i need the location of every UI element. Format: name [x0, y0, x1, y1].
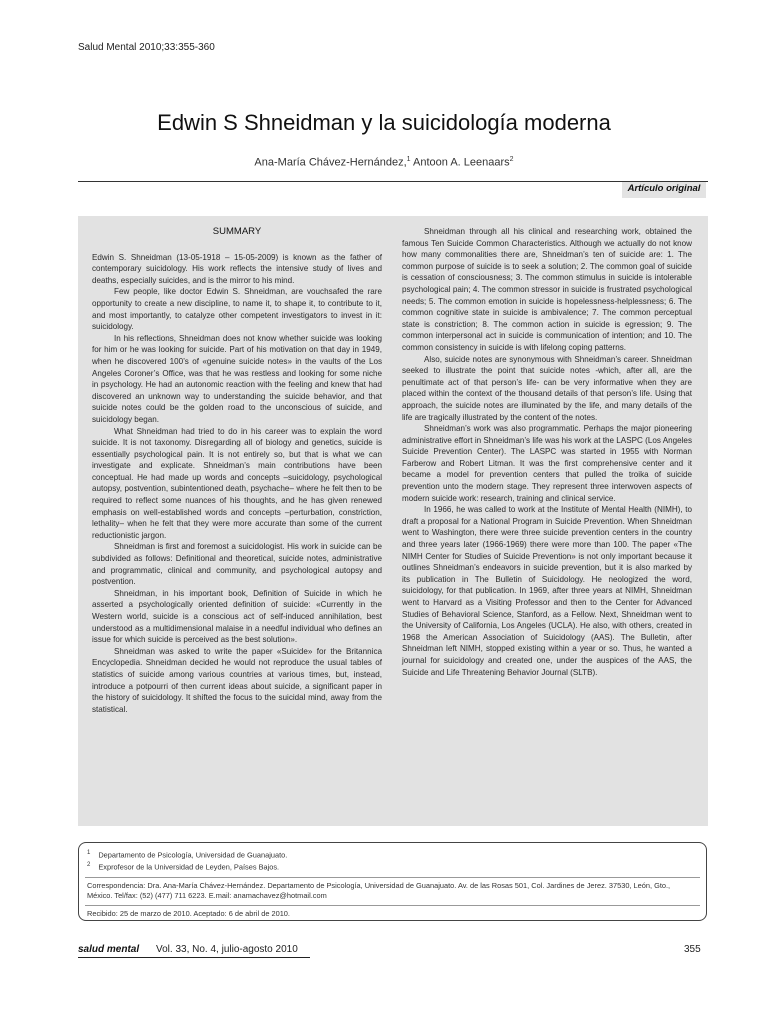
author-2-affiliation-mark: 2: [509, 156, 514, 163]
summary-paragraph: In 1966, he was called to work at the Institute of Mental Health (NIMH), to draft a proposal for a National Program in Suicide Prevention. When Shneidman went to Washington, there were three suicide prevention centers in the country and three years later (1966-1969) there were more than 100. The paper «The NIMH Center for Studies of Suicide Prevention» is not only important because it outlines Shneidman’s endeavors in suicide prevention, but it is also marked by its publication in The Bulletin of Suicidology. He neologized the word, suicidology, for that publication. In 1969, after three years at NIMH, Shneidman went to Harvard as a Visiting Professor and then to the Center for Advanced Studies of Behavioral Science, Stanford, as a Fellow. Next, Shneidman went to the University of California, Los Angeles (UCLA). He also, with others, created in 1968 the American Association of Suicidology (AAS). The Bulletin, after Shneidman left NIMH, stopped existing within a year or so. Thus, he wanted a journal for suicidology and created one, under the auspices of the AAS, the Suicide and Life Threatening Behavior Journal (SLTB).: [402, 505, 692, 677]
journal-logo: salud mental: [78, 944, 140, 955]
summary-paragraph: Few people, like doctor Edwin S. Shneidman, are vouchsafed the rare opportunity to create a new discipline, to name it, to shape it, to contribute to it, and most importantly, to catalyze other competent investigators to invest in it: suicidology.: [92, 287, 382, 332]
author-1-affiliation-mark: 1: [406, 156, 411, 163]
article-title: Edwin S Shneidman y la suicidología moderna: [157, 110, 611, 135]
journal-reference: Salud Mental 2010;33:355-360: [78, 42, 215, 53]
summary-paragraph: Shneidman was asked to write the paper «Suicide» for the Britannica Encyclopedia. Shneidman decided he would not reproduce the usual tables of statistics of suicide among various countries at various times, but, instead, introduce a potpourri of then current ideas about suicide, a significant paper in the history of suicidology. It shifted the focus to the suicidal mind, away from the statistical.: [92, 646, 382, 714]
page-number: 355: [684, 944, 701, 955]
summary-paragraph: Shneidman through all his clinical and researching work, obtained the famous Ten Suicide Common Characteristics. Although we actually do not know how many commonalities there are, Shneidman’s ten of suicide are: 1. The common purpose of suicide is to seek a solution; 2. The common goal of suicide is cessation of consciousness; 3. The common stimulus in suicide is intolerable psychological pain; 4. The common stressor in suicide is frustrated psychological needs; 5. The common emotion in suicide is hopelessness-helplessness; 6. The common cognitive state in suicide is ambivalence; 7. The common perceptual state is constriction; 8. The common action in suicide is egression; 9. The common interpersonal act in suicide is communication of intention; and 10. The common consistency in suicide is with lifelong coping patterns.: [402, 227, 692, 352]
summary-paragraph: Shneidman, in his important book, Definition of Suicide in which he asserted a psychologically oriented definition of suicide: «Currently in the Western world, suicide is a conscious act of self-induced annihilation, best understood as a multidimensional malaise in a needful individual who defines an issue for which suicide is perceived as the best solution».: [92, 588, 382, 645]
summary-heading: SUMMARY: [212, 226, 262, 237]
authors-line: [0, 156, 768, 169]
affiliation-1: [87, 848, 696, 860]
summary-box: [78, 216, 708, 826]
article-type-label: Artículo original: [622, 182, 706, 198]
footnote-divider: [85, 905, 700, 906]
summary-paragraph: Edwin S. Shneidman (13-05-1918 – 15-05-2009) is known as the father of contemporary suicidology. His work reflects the intensive study of lives and deaths, especially suicides, and is the mirror to his mind.: [92, 252, 382, 285]
affiliation-2-mark: 2: [87, 862, 91, 869]
title-divider: [78, 181, 708, 182]
affiliation-2: [87, 860, 696, 872]
author-1: Ana-María Chávez-Hernández,: [254, 156, 407, 169]
affiliation-2-text: Exprofesor de la Universidad de Leyden, Países Bajos.: [98, 862, 280, 872]
correspondence: Correspondencia: Dra. Ana-María Chávez-Hernández. Departamento de Psicología, Universidad de Guanajuato. Av. de las Rosas 501, Col. Jardines de Jerez. 37530, León, Gto., México. Tel/fax: (52) (477) 711 6223. E.mail: anamachavez@hotmail.com: [87, 880, 671, 900]
summary-paragraph: Shneidman’s work was also programmatic. Perhaps the major pioneering administrative effort in Shneidman’s life was his work at the LASPC (Los Angeles Suicide Prevention Center). The LASPC was started in 1955 with Norman Farberow and Robert Litman. It was the first comprehensive center and it became a model for prevention centers that pulled the troika of suicide prevention unto the modern stage. They represent three interwoven aspects of modern suicide work: research, training and clinical service.: [402, 424, 692, 503]
footnote-divider: [85, 877, 700, 878]
summary-paragraph: Also, suicide notes are synonymous with Shneidman’s career. Shneidman seeked to illustrate the point that suicide notes -which, after all, are the penultimate act of that person’s life- can be very informative when they are placed within the context of the thousand details of that person’s life. Using that approach, the suicide notes are illuminated by the life, and many details of the life are tragically illustrated by the content of the notes.: [402, 354, 692, 422]
footer-divider: [78, 957, 310, 958]
issue-info: Vol. 33, No. 4, julio-agosto 2010: [156, 944, 298, 955]
summary-paragraph: Shneidman is first and foremost a suicidologist. His work in suicide can be subdivided as follows: Definitional and theoretical, suicide notes, administrative and programmatic, clinical and community, and psychological autopsy and postvention.: [92, 542, 382, 587]
author-2: Antoon A. Leenaars: [413, 156, 510, 169]
affiliation-1-mark: 1: [87, 850, 91, 856]
summary-right-column: [402, 226, 692, 678]
summary-left-column: [92, 226, 382, 715]
received-dates: Recibido: 25 de marzo de 2010. Aceptado: 6 de abril de 2010.: [87, 908, 290, 918]
summary-paragraph: In his reflections, Shneidman does not know whether suicide was looking for him or he was looking for suicide. Part of his motivation on that day in 1949, when he discovered 100’s of «genuine suicide notes» in the vaults of the Los Angeles Coroner’s Office, was that he was restless and looking for some niche in psychology. He had an autonomic reaction with the feeling and knew that had discovered an unknown way to understanding the suicide behavior, and that suicide notes could be the golden road to the unconscious of suicide, and suicidology began.: [92, 333, 382, 424]
footnote-box: [78, 842, 707, 921]
summary-paragraph: What Shneidman had tried to do in his career was to explain the word suicide. It is not taxonomy. Disregarding all of biology and genetics, suicide is essentially psychological pain. It is not entirely so, but that is what we can investigate and explicate. Shneidman’s main contributions have been conceptual. He had made up words and concepts –suicidology, psychological autopsy, postvention, subintentioned death, psychache– where he felt then to be required to reflect some nuances of his thoughts, and he has given renewed emphasis on well-established words and concepts –perturbation, constriction, lethality– when he felt that they were more accurate than some of the current reductionistic jargon.: [92, 426, 382, 540]
affiliation-1-text: Departamento de Psicología, Universidad de Guanajuato.: [98, 850, 288, 860]
